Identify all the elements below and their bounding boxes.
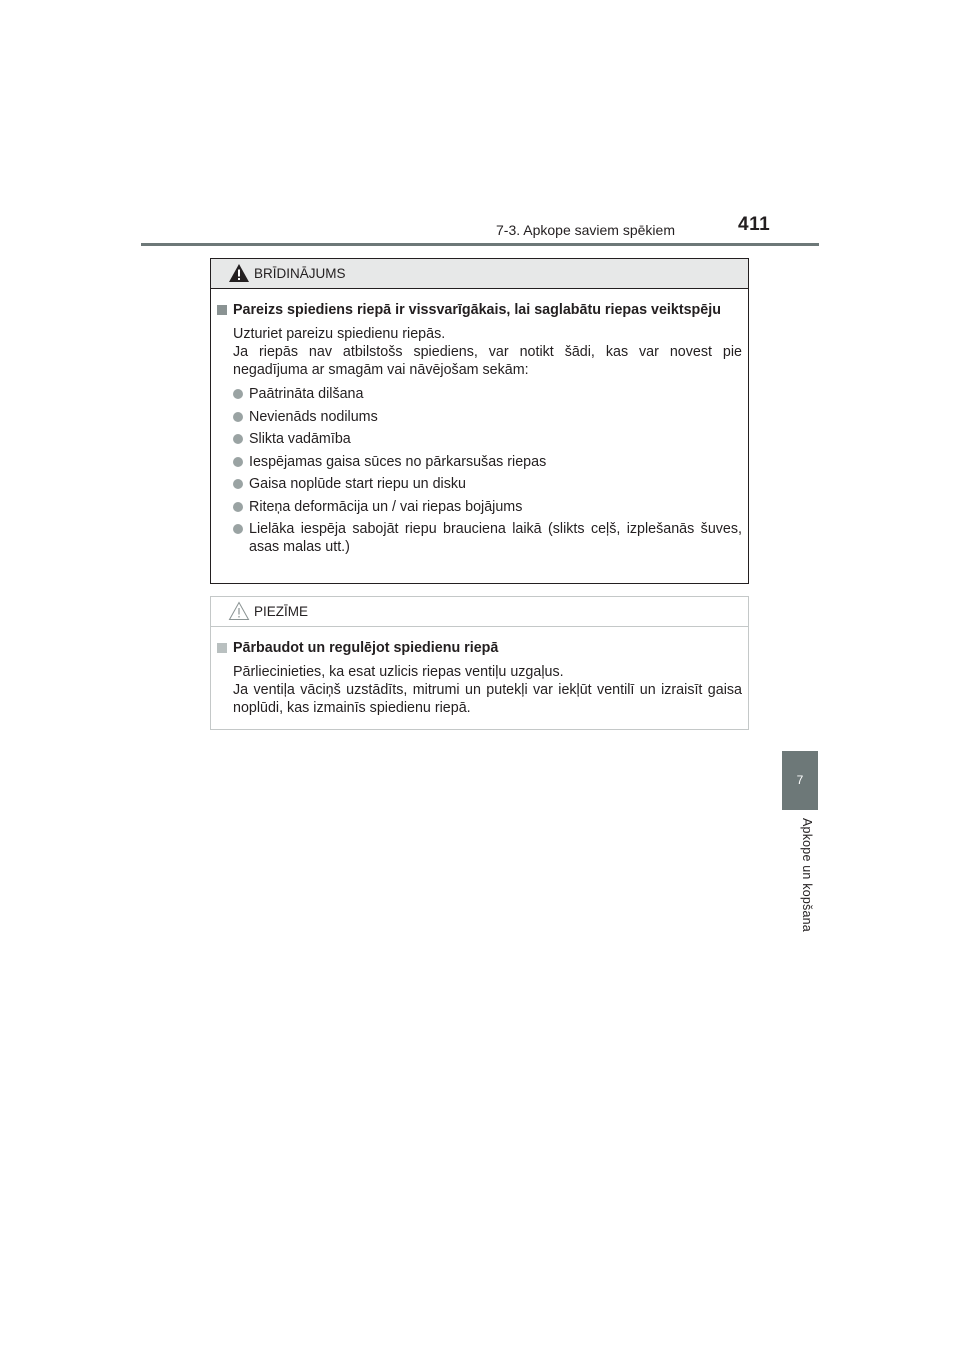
list-item bbox=[217, 520, 742, 556]
round-bullet-icon bbox=[233, 524, 243, 534]
warning-bullet-list bbox=[217, 385, 742, 556]
warning-body bbox=[211, 289, 748, 556]
list-item-text: Paātrināta dilšana bbox=[249, 386, 364, 402]
list-item-text: Lielāka iespēja sabojāt riepu brauciena laikā (slikts ceļš, izplešanās šuves, asas malas utt.) bbox=[249, 521, 742, 555]
square-bullet-icon bbox=[217, 643, 227, 653]
note-box-header bbox=[211, 597, 748, 627]
list-item bbox=[217, 475, 742, 493]
list-item bbox=[217, 498, 742, 516]
warning-paragraph-1: Uzturiet pareizu spiedienu riepās. bbox=[233, 326, 446, 342]
section-title: 7-3. Apkope saviem spēkiem bbox=[496, 222, 675, 238]
round-bullet-icon bbox=[233, 502, 243, 512]
warning-heading-text: Pareizs spiediens riepā ir vissvarīgākais, lai saglabātu riepas veiktspēju bbox=[233, 302, 721, 318]
round-bullet-icon bbox=[233, 389, 243, 399]
list-item-text: Nevienāds nodilums bbox=[249, 408, 378, 425]
list-item-text: Iespējamas gaisa sūces no pārkarsušas riepas bbox=[249, 453, 547, 470]
list-item bbox=[217, 385, 742, 403]
round-bullet-icon bbox=[233, 412, 243, 422]
warning-heading bbox=[217, 301, 742, 319]
note-box bbox=[210, 596, 749, 730]
note-title: PIEZĪME bbox=[254, 604, 309, 619]
warning-triangle-icon bbox=[228, 263, 250, 283]
warning-box-header bbox=[211, 259, 748, 289]
chapter-label: Apkope un kopšana bbox=[800, 818, 814, 932]
note-body bbox=[211, 627, 748, 717]
chapter-tab bbox=[782, 751, 818, 810]
caution-outline-icon bbox=[228, 601, 250, 621]
warning-title: BRĪDINĀJUMS bbox=[254, 266, 346, 281]
note-paragraph-2: Ja ventiļa vāciņš uzstādīts, mitrumi un putekļi var iekļūt ventilī un izraisīt gaisa noplūdi, kas izmainīs spiedienu riepā. bbox=[233, 682, 742, 716]
round-bullet-icon bbox=[233, 434, 243, 444]
note-paragraph-1: Pārliecinieties, ka esat uzlicis riepas ventiļu uzgaļus. bbox=[233, 664, 564, 680]
list-item-text: Slikta vadāmība bbox=[249, 431, 351, 447]
note-heading-text: Pārbaudot un regulējot spiedienu riepā bbox=[233, 640, 499, 656]
note-heading bbox=[217, 639, 742, 657]
list-item bbox=[217, 453, 742, 471]
round-bullet-icon bbox=[233, 457, 243, 467]
header-rule bbox=[141, 243, 819, 246]
list-item-text: Gaisa noplūde start riepu un disku bbox=[249, 476, 466, 492]
warning-box bbox=[210, 258, 749, 584]
list-item bbox=[217, 430, 742, 448]
round-bullet-icon bbox=[233, 479, 243, 489]
list-item bbox=[217, 408, 742, 426]
page-number: 411 bbox=[738, 214, 771, 235]
list-item-text: Riteņa deformācija un / vai riepas bojājums bbox=[249, 498, 523, 515]
chapter-number: 7 bbox=[796, 773, 804, 787]
warning-paragraph-2: Ja riepās nav atbilstošs spiediens, var notikt šādi, kas var novest pie negadījuma ar smagām vai nāvējošam sekām: bbox=[233, 344, 742, 378]
square-bullet-icon bbox=[217, 305, 227, 315]
